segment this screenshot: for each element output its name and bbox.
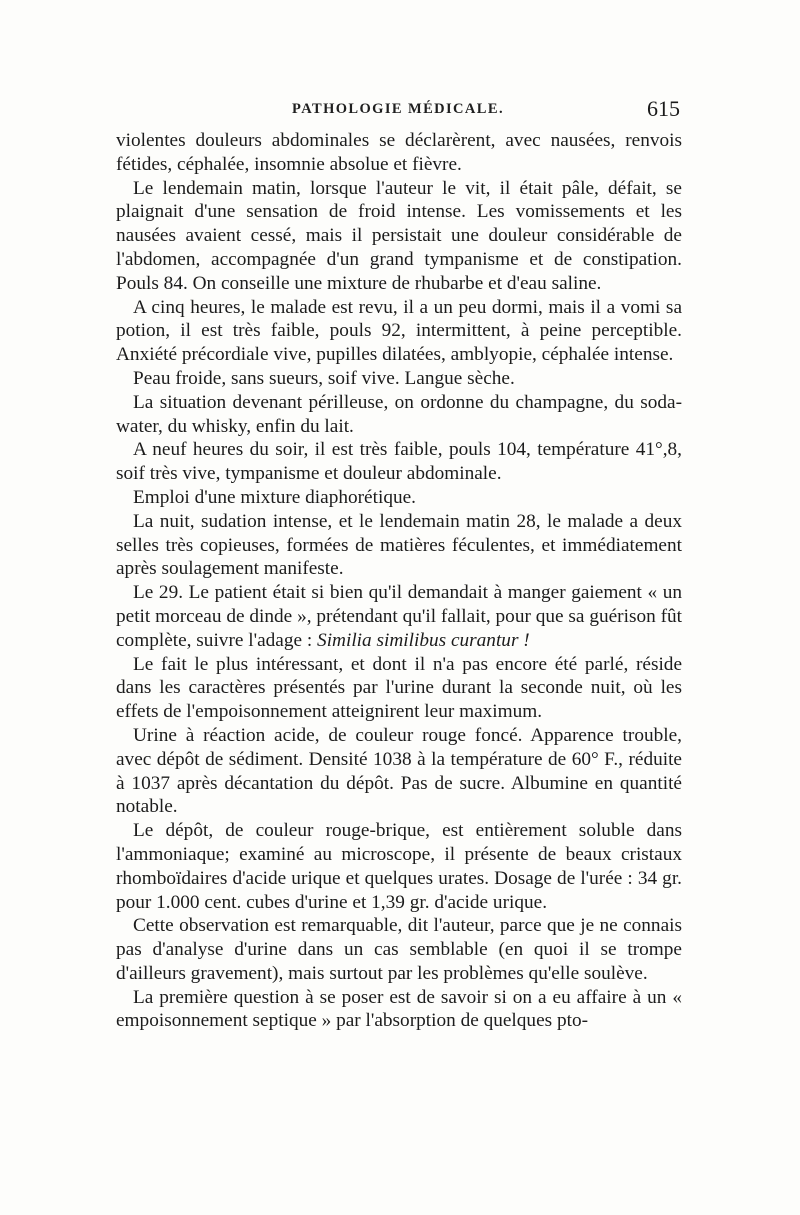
paragraph-14: [116, 986, 682, 1034]
running-title: PATHOLOGIE MÉDICALE.: [292, 101, 504, 117]
paragraph-11-text: Urine à réaction acide, de couleur rouge foncé. Apparence trouble, avec dépôt de sédiment. Densité 1038 à la température de 60° F., réduite à 1037 après décantation du dépôt. Pas de sucre. Albumine en quantité notable.: [116, 724, 682, 818]
paragraph-9: [116, 581, 682, 652]
paragraph-4: [116, 367, 682, 391]
paragraph-11: [116, 724, 682, 819]
paragraph-3: [116, 296, 682, 367]
paragraph-13: [116, 914, 682, 985]
running-head: [116, 96, 680, 126]
body-text: [116, 129, 682, 1033]
paragraph-2: [116, 177, 682, 296]
paragraph-13-text: Cette observation est remarquable, dit l'auteur, parce que je ne connais pas d'analyse d'urine dans un cas semblable (en quoi il se trompe d'ailleurs gravement), mais surtout par les problèmes qu'elle soulève.: [116, 915, 682, 984]
paragraph-10-text: Le fait le plus intéressant, et dont il n'a pas encore été parlé, réside dans les caractères présentés par l'urine durant la seconde nuit, où les effets de l'empoisonnement atteignirent leur maximum.: [116, 653, 682, 723]
paragraph-5-text: La situation devenant périlleuse, on ordonne du champagne, du soda-water, du whisky, enfin du lait.: [116, 391, 682, 437]
paragraph-10: [116, 653, 682, 724]
paragraph-3-text: A cinq heures, le malade est revu, il a un peu dormi, mais il a vomi sa potion, il est très faible, pouls 92, intermittent, à peine perceptible. Anxiété précordiale vive, pupilles dilatées, amblyopie, céphalée intense.: [116, 296, 682, 366]
paragraph-6-text: A neuf heures du soir, il est très faible, pouls 104, température 41°,8, soif très vive, tympanisme et douleur abdominale.: [116, 439, 682, 485]
page-number: 615: [647, 96, 680, 121]
paragraph-8: [116, 510, 682, 581]
paragraph-5: [116, 391, 682, 439]
paragraph-9-text: Le 29. Le patient était si bien qu'il demandait à manger gaiement « un petit morceau de dinde », prétendant qu'il fallait, pour que sa guérison fût complète, suivre l'adage :: [116, 582, 682, 651]
paragraph-8-text: La nuit, sudation intense, et le lendemain matin 28, le malade a deux selles très copieuses, formées de matières féculentes, et immédiatement après soulagement manifeste.: [116, 510, 682, 580]
paragraph-1-text: violentes douleurs abdominales se déclarèrent, avec nausées, renvois fétides, céphalée, insomnie absolue et fièvre.: [116, 130, 682, 175]
paragraph-2-text: Le lendemain matin, lorsque l'auteur le vit, il était pâle, défait, se plaignait d'une sensation de froid intense. Les vomissements et les nausées avaient cessé, mais il persistait une douleur considérable de l'abdomen, accompagnée d'un grand tympanisme et de constipation. Pouls 84. On conseille une mixture de rhubarbe et d'eau saline.: [116, 177, 682, 294]
paragraph-12-text: Le dépôt, de couleur rouge-brique, est entièrement soluble dans l'ammoniaque; examiné au microscope, il présente de beaux cristaux rhomboïdaires d'acide urique et quelques urates. Dosage de l'urée : 34 gr. pour 1.000 cent. cubes d'urine et 1,39 gr. d'acide urique.: [116, 820, 682, 913]
paragraph-14-text: La première question à se poser est de savoir si on a eu affaire à un « empoisonnement septique » par l'absorption de quelques pto-: [116, 986, 682, 1032]
paragraph-4-text: Peau froide, sans sueurs, soif vive. Langue sèche.: [133, 367, 515, 389]
paragraph-7-text: Emploi d'une mixture diaphorétique.: [133, 486, 416, 508]
paragraph-7: [116, 486, 682, 510]
paragraph-1: [116, 129, 682, 177]
paragraph-9-italic-quote: Similia similibus curantur !: [317, 629, 530, 651]
paragraph-6: [116, 438, 682, 486]
paragraph-12: [116, 819, 682, 914]
